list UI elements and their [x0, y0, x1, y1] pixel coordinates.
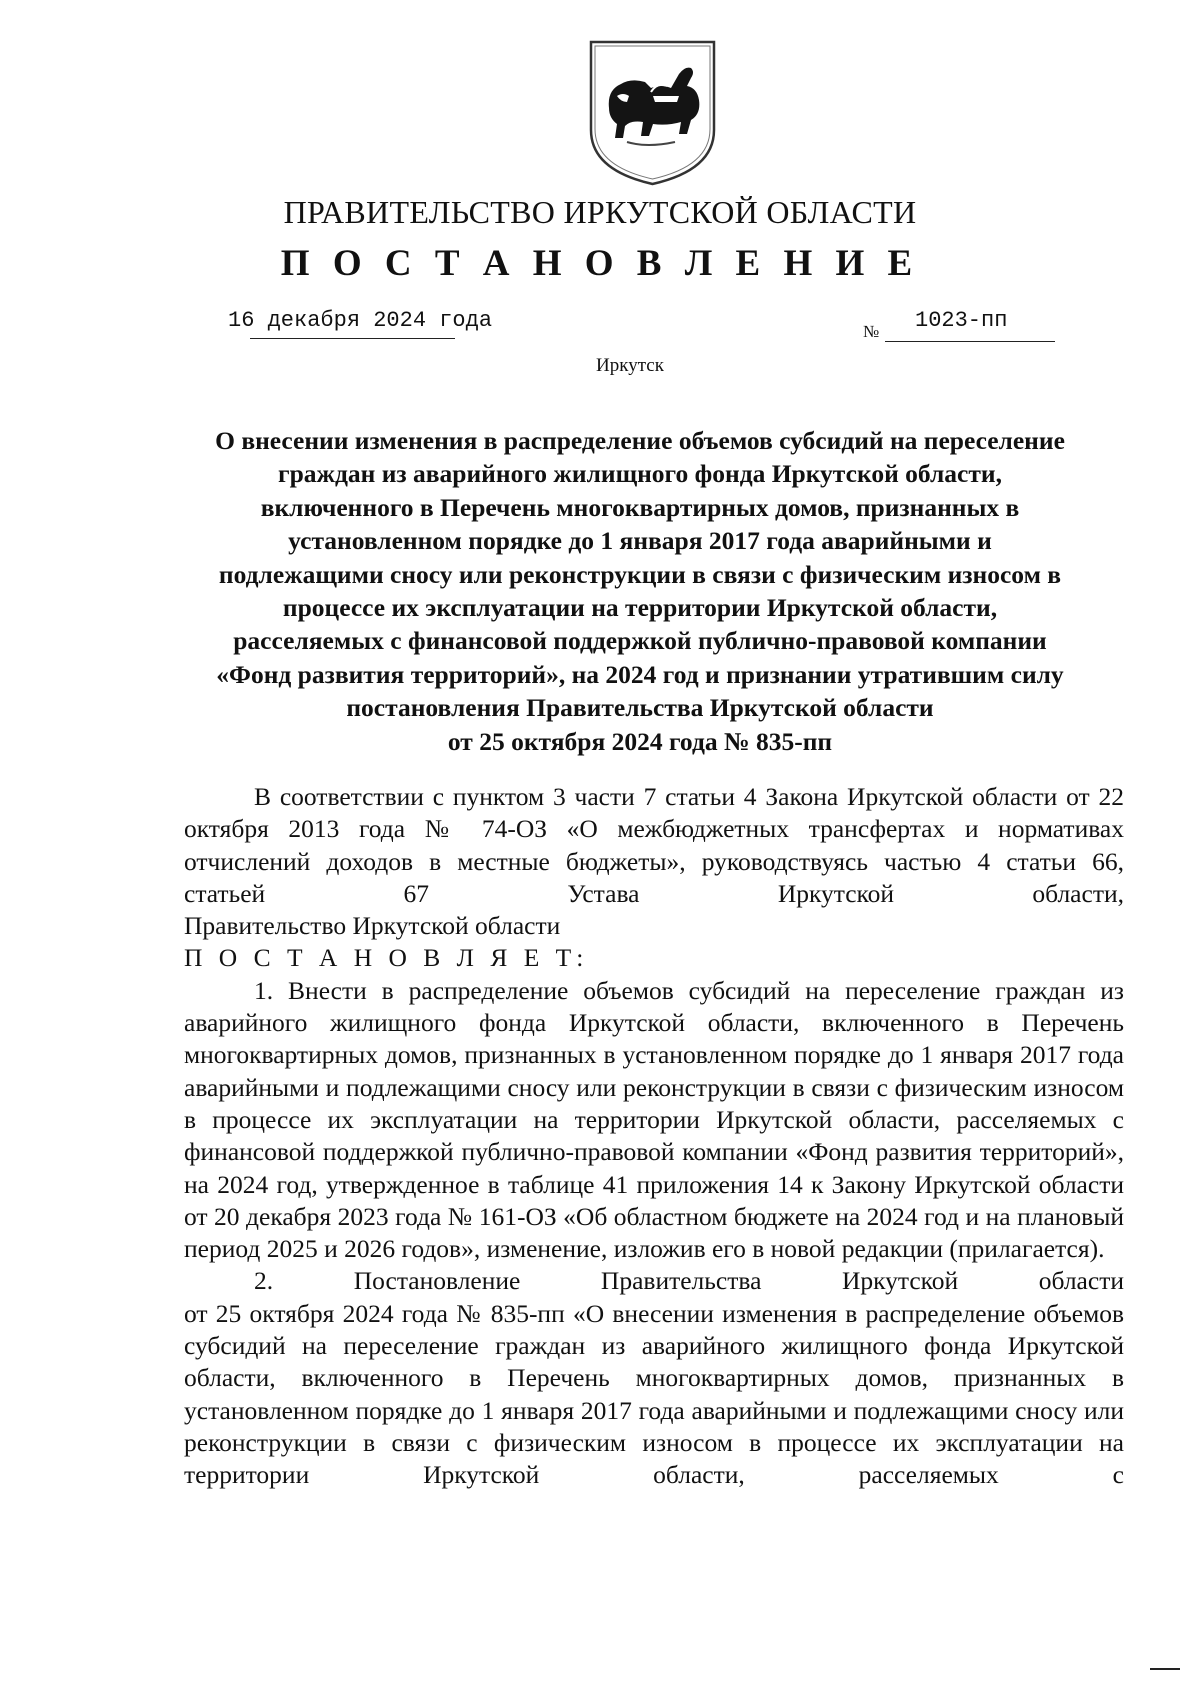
title-line: установленном порядке до 1 января 2017 года аварийными и — [288, 526, 992, 556]
document-body — [184, 781, 1124, 1492]
preamble-end: Правительство Иркутской области — [184, 911, 561, 941]
title-line: расселяемых с финансовой поддержкой публично-правовой компании — [233, 626, 1047, 656]
number-underline — [885, 341, 1055, 342]
preamble-paragraph: В соответствии с пунктом 3 части 7 статьи 4 Закона Иркутской области от 22 октября 2013 года № 74-ОЗ «О межбюджетных трансфертах и нормативах отчислений доходов в местные бюджеты», руководствуясь частью 4 статьи 66, статьей 67 Устава Иркутской области, — [184, 782, 1124, 908]
document-date: 16 декабря 2024 года — [228, 308, 493, 333]
page-corner-mark — [1150, 1668, 1180, 1670]
item-2-heading: 2. Постановление Правительства Иркутской области — [254, 1266, 1124, 1296]
document-type: П О С Т А Н О В Л Е Н И Е — [280, 243, 920, 284]
title-line: процессе их эксплуатации на территории Иркутской области, — [282, 593, 998, 623]
document-number: 1023-пп — [915, 308, 1008, 333]
organization-name: ПРАВИТЕЛЬСТВО ИРКУТСКОЙ ОБЛАСТИ — [283, 194, 917, 230]
title-line: от 25 октября 2024 года № 835-пп — [447, 726, 833, 756]
document-title — [150, 424, 1130, 758]
title-line: включенного в Перечень многоквартирных домов, признанных в — [260, 492, 1020, 522]
item-1-paragraph: 1. Внести в распределение объемов субсидий на переселение граждан из аварийного жилищного фонда Иркутской области, включенного в Перечень многоквартирных домов, признанных в установленном порядке до 1 января 2017 года аварийными и подлежащими сносу или реконструкции в связи с физическим износом в процессе их эксплуатации на территории Иркутской области, расселяемых с финансовой поддержкой публично-правовой компании «Фонд развития территорий», на 2024 год, утвержденное в таблице 41 приложения 14 к Закону Иркутской области от 20 декабря 2023 года № 161-ОЗ «Об областном бюджете на 2024 год и на плановый период 2025 и 2026 годов», изменение, изложив его в новой редакции (прилагается). — [184, 975, 1124, 1264]
number-sign: № — [863, 322, 880, 341]
title-line: О внесении изменения в распределение объемов субсидий на переселение — [215, 426, 1065, 455]
city-name: Иркутск — [596, 355, 664, 376]
date-underline — [250, 338, 455, 339]
decree-word: П О С Т А Н О В Л Я Е Т: — [184, 943, 589, 973]
title-line: постановления Правительства Иркутской области — [346, 693, 934, 723]
title-line: граждан из аварийного жилищного фонда Иркутской области, — [278, 459, 1002, 489]
title-line: «Фонд развития территорий», на 2024 год и признании утратившим силу — [216, 659, 1064, 689]
coat-of-arms-icon — [587, 38, 718, 188]
item-2-paragraph: от 25 октября 2024 года № 835-пп «О внесении изменения в распределение объемов субсидий на переселение граждан из аварийного жилищного фонда Иркутской области, включенного в Перечень многоквартирных домов, признанных в установленном порядке до 1 января 2017 года аварийными и подлежащими сносу или реконструкции в связи с физическим износом в процессе их эксплуатации на территории Иркутской области, расселяемых с — [184, 1298, 1124, 1490]
title-line: подлежащими сносу или реконструкции в связи с физическим износом в — [218, 559, 1062, 589]
